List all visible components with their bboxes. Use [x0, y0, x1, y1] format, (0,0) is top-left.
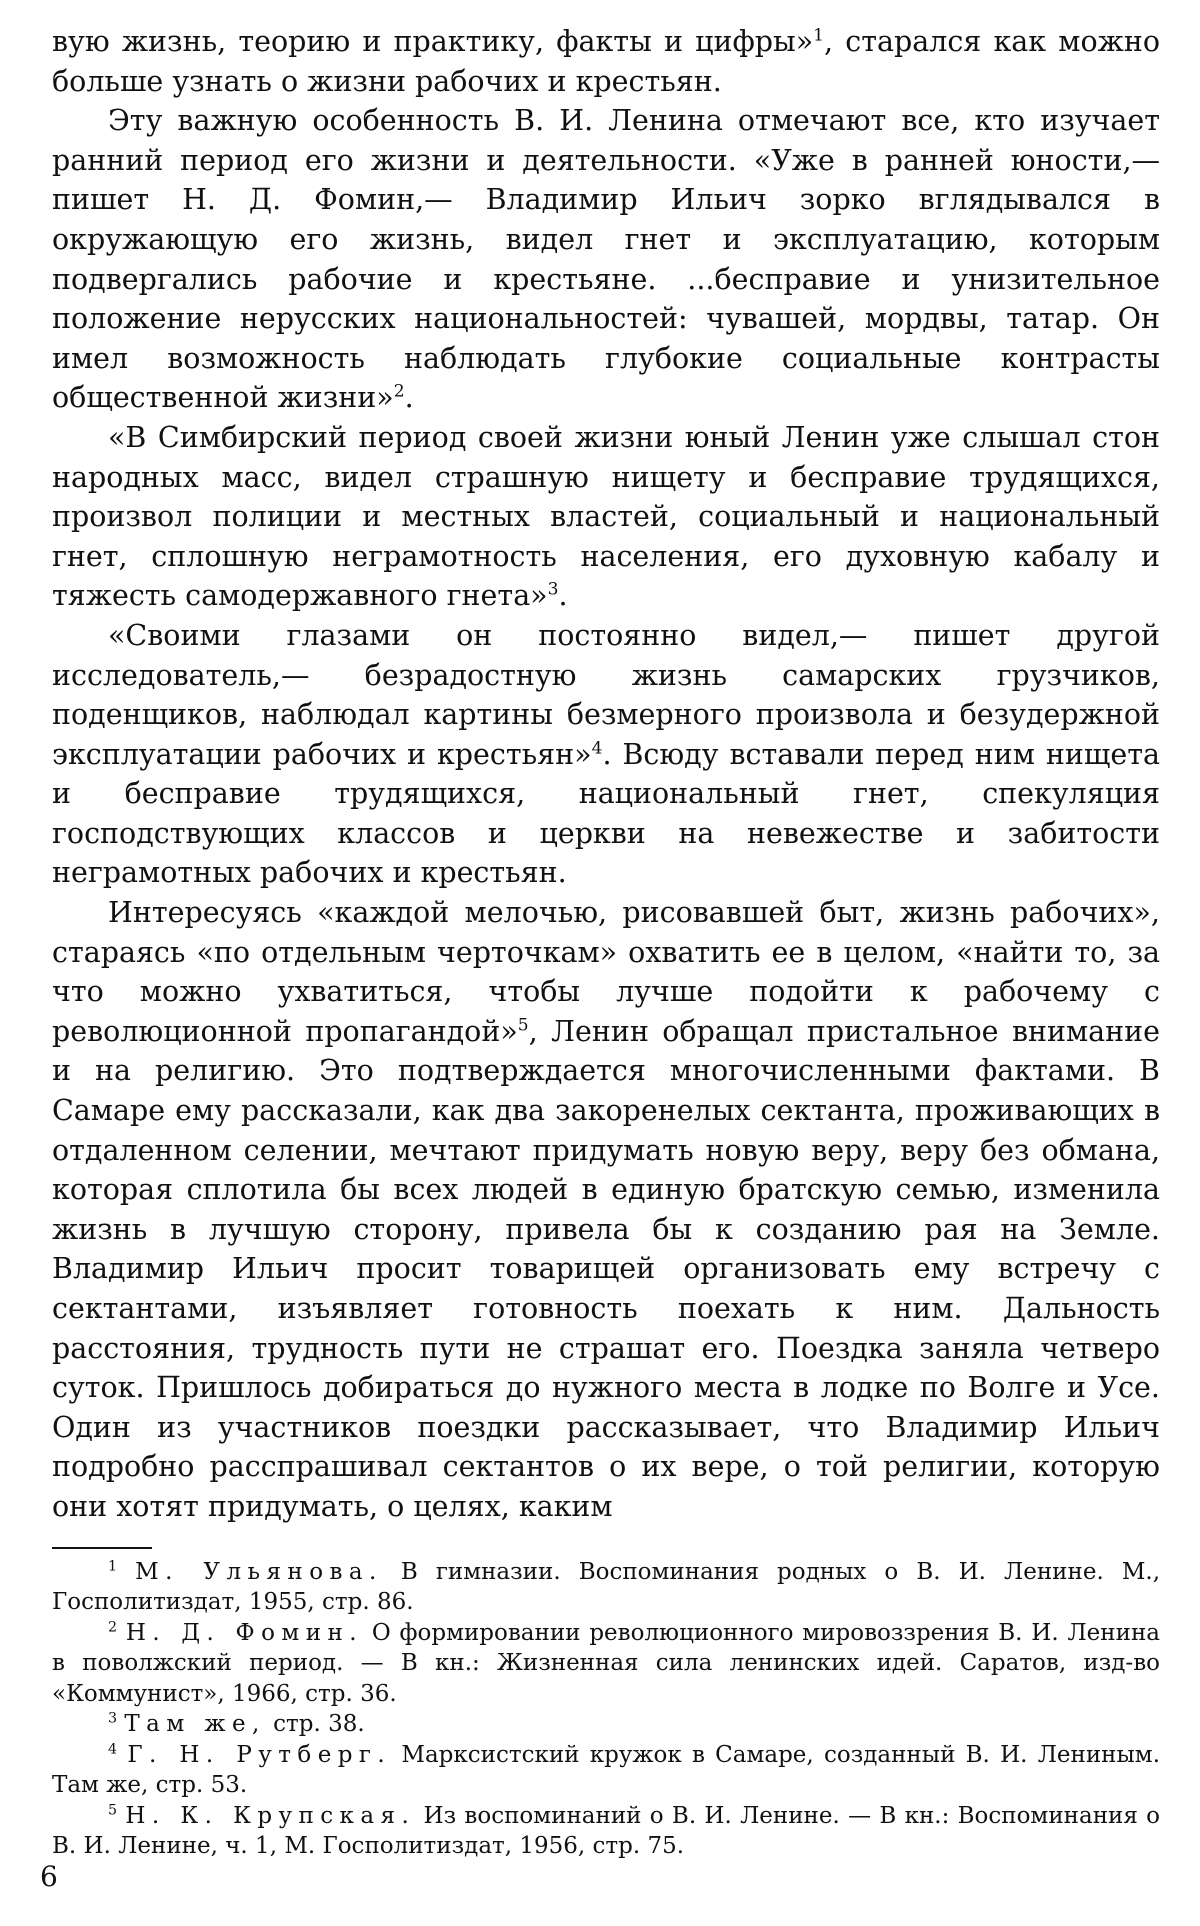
- footnote-4: $^4$ Г. Н. Рутберг. Марксистский кружок в Самаре, созданный В. И. Лениным. Там же, стр. 53.: [52, 1740, 1160, 1799]
- footnote-author: М. Ульянова.: [135, 1558, 383, 1585]
- footnote-5: $^5$ Н. К. Крупская. Из воспоминаний о В. И. Ленине. — В кн.: Воспоминания о В. И. Ленине, ч. 1, М. Госполитиздат, 1956, стр. 75.: [52, 1801, 1160, 1860]
- footnote-2: $^2$ Н. Д. Фомин. О формировании революционного мировоззрения В. И. Ленина в поволжский период. — В кн.: Жизненная сила ленинских идей. Саратов, изд-во «Коммунист», 1966, стр. 36.: [52, 1618, 1160, 1707]
- footnote-divider: [52, 1547, 152, 1549]
- footnote-ref-2: 2: [393, 381, 405, 402]
- paragraph-3: «В Симбирский период своей жизни юный Ленин уже слышал стон народных масс, видел страшную нищету и бесправие трудящихся, произвол полиции и местных властей, социальный и национальный гнет, сплошную неграмотность населения, его духовную кабалу и тяжесть самодержавного гнета»$^3$.: [52, 420, 1160, 613]
- paragraph-5: Интересуясь «каждой мелочью, рисовавшей быт, жизнь рабочих», стараясь «по отдельным черточкам» охватить ее в целом, «найти то, за что можно ухватиться, чтобы лучше подойти к рабочему с революционной пропагандой»$^5$, Ленин обращал пристальное внимание и на религию. Это подтверждается многочисленными фактами. В Самаре ему рассказали, как два закоренелых сектанта, проживающих в отдаленном селении, мечтают придумать новую веру, веру без обмана, которая сплотила бы всех людей в единую братскую семью, изменила жизнь в лучшую сторону, привела бы к созданию рая на Земле. Владимир Ильич просит товарищей организовать ему встречу с сектантами, изъявляет готовность поехать к ним. Дальность расстояния, трудность пути не страшат его. Поездка заняла четверо суток. Пришлось добираться до нужного места в лодке по Волге и Усе. Один из участников поездки рассказывает, что Владимир Ильич подробно расспрашивал сектантов о их вере, о той религии, которую они хотят придумать, о целях, каким: [52, 896, 1160, 1523]
- book-page: [52, 22, 1160, 1862]
- paragraph-1: вую жизнь, теорию и практику, факты и цифры»$^1$, старался как можно больше узнать о жизни рабочих и крестьян.: [52, 25, 1160, 98]
- footnotes: [52, 1557, 1160, 1862]
- paragraph-4: «Своими глазами он постоянно видел,— пишет другой исследователь,— безрадостную жизнь самарских грузчиков, поденщиков, наблюдал картины безмерного произвола и безудержной эксплуатации рабочих и крестьян»$^4$. Всюду вставали перед ним нищета и бесправие трудящихся, национальный гнет, спекуляция господствующих классов и церкви на невежестве и забитости неграмотных рабочих и крестьян.: [52, 618, 1160, 890]
- footnote-author: Г. Н. Рутберг.: [127, 1741, 392, 1768]
- paragraph-2: Эту важную особенность В. И. Ленина отмечают все, кто изучает ранний период его жизни и деятельности. «Уже в ранней юности,— пишет Н. Д. Фомин,— Владимир Ильич зорко вглядывался в окружающую его жизнь, видел гнет и эксплуатацию, которым подвергались рабочие и крестьяне. ...бесправие и унизительное положение нерусских национальностей: чувашей, мордвы, татар. Он имел возможность наблюдать глубокие социальные контрасты общественной жизни»$^2$.: [52, 104, 1160, 415]
- footnote-author: Там же,: [124, 1711, 266, 1738]
- main-text: [52, 22, 1160, 1527]
- page-number: 6: [40, 1860, 58, 1893]
- footnote-ref-1: 1: [813, 25, 825, 46]
- footnote-3: $^3$ Там же, стр. 38.: [108, 1710, 365, 1738]
- footnote-ref-5: 5: [517, 1015, 529, 1036]
- footnote-ref-3: 3: [547, 579, 559, 600]
- footnote-ref-4: 4: [591, 738, 603, 759]
- footnote-author: Н. К. Крупская.: [125, 1802, 416, 1829]
- footnote-1: $^1$ М. Ульянова. В гимназии. Воспоминания родных о В. И. Ленине. М., Госполитиздат, 1955, стр. 86.: [52, 1557, 1161, 1616]
- footnote-author: Н. Д. Фомин.: [125, 1619, 363, 1646]
